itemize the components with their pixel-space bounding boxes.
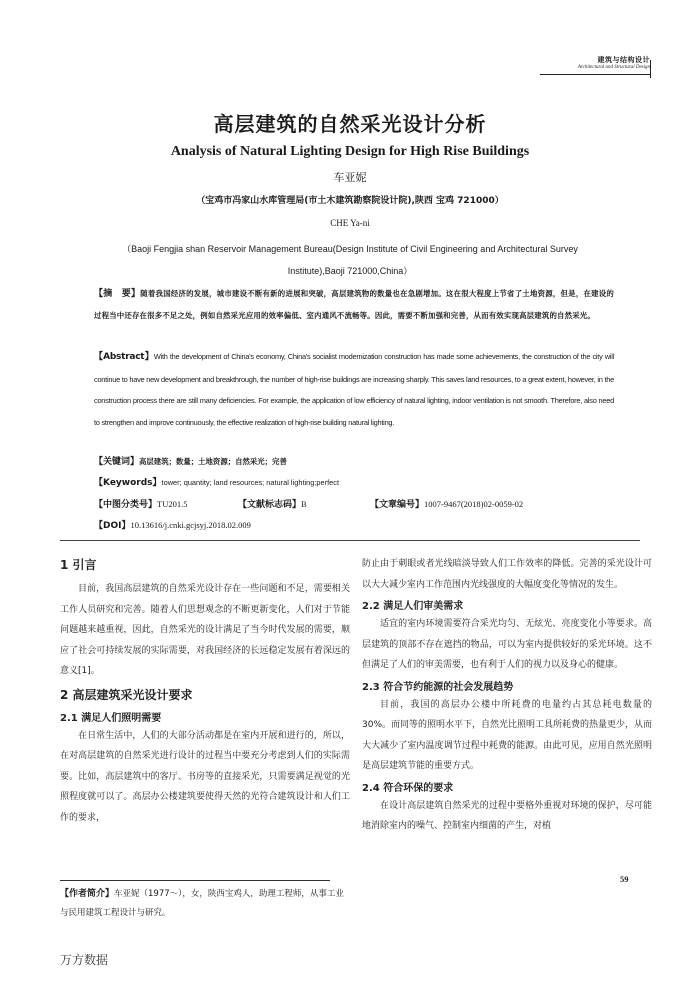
keywords-cn bbox=[94, 454, 614, 467]
author-cn: 车亚妮 bbox=[333, 171, 367, 184]
section-2-3-heading: 2.3 符合节约能源的社会发展趋势 bbox=[362, 681, 514, 693]
section-2-1-continuation: 防止由于刺眼或者光线暗淡导致人们工作效率的降低。完善的采光设计可以大大减少室内工作范围内光线强度的大幅度变化等情况的发生。 bbox=[362, 559, 652, 590]
journal-name-cn: 建筑与结构设计 bbox=[597, 56, 650, 64]
title-cn: 高层建筑的自然采光设计分析 bbox=[213, 112, 487, 136]
section-2-2-heading: 2.2 满足人们审美需求 bbox=[362, 601, 464, 612]
doc-code-label: 【文献标志码】 bbox=[238, 500, 302, 510]
article-number-value: 1007-9467(2018)02-0059-02 bbox=[424, 499, 524, 509]
section-2-1-paragraph: 在日常生活中，人们的大部分活动都是在室内开展和进行的，所以，在对高层建筑的自然采光进行设计的过程当中要充分考虑到人们的实际需要。比如，高层建筑中的客厅、书房等的直接采光，只需要满足视觉的光照程度就可以了。高层办公楼建筑要使得天然的光符合建筑设计和人们工作的要求， bbox=[60, 730, 350, 823]
footnote-label: 【作者简介】 bbox=[60, 889, 115, 899]
abstract-cn-text: 随着我国经济的发展，城市建设不断有新的进展和突破，高层建筑物的数量也在急剧增加。这在很大程度上节省了土地资源，但是，在建设的过程当中还存在很多不足之处，例如自然采光应用的效率偏低、室内通风不流畅等。因此，需要不断加强和完善，从而有效实现高层建筑的自然采光。 bbox=[94, 289, 614, 320]
title-en: Analysis of Natural Lighting Design for High Rise Buildings bbox=[170, 144, 530, 159]
running-header bbox=[578, 55, 650, 70]
section-2-2-paragraph: 适宜的室内环境需要符合采光均匀、无炫光、亮度变化小等要求。高层建筑的顶部不存在遮挡的物品，可以为室内提供较好的采光环境。这不但满足了人们的审美需要，也有利于人们的视力以及身心的健康。 bbox=[362, 619, 652, 670]
page-number: 59 bbox=[620, 874, 629, 884]
doi-row bbox=[94, 518, 614, 531]
author-en: CHE Ya-ni bbox=[330, 218, 370, 228]
clc-label: 【中图分类号】 bbox=[94, 500, 158, 510]
keywords-en-label: 【Keywords】 bbox=[94, 478, 162, 488]
section-1-heading: 1 引言 bbox=[60, 558, 97, 572]
keywords-cn-text: 高层建筑；数量；土地资源；自然采光；完善 bbox=[139, 457, 287, 466]
section-1-paragraph: 目前，我国高层建筑的自然采光设计存在一些问题和不足，需要相关工作人员研究和完善。随着人们思想观念的不断更新变化，人们对于节能问题越来越重视，因此，自然采光的设计满足了当今时代发展的需要，顺应了社会可持续发展的实际需要，对我国经济的长远稳定发展有着深远的意义[1]。 bbox=[60, 584, 350, 676]
header-rule bbox=[540, 74, 650, 75]
section-divider bbox=[60, 540, 640, 541]
doi-label: 【DOI】 bbox=[94, 521, 131, 531]
author-footnote bbox=[60, 885, 350, 923]
keywords-cn-label: 【关键词】 bbox=[94, 457, 140, 467]
abstract-en-text: With the development of China's economy, China's socialist modernization construction has made some achievements, the construction of the city will continue to have new development and breakthrough, the number of high-rise buildings are increasing sharply. This saves land resources, to a great extent, however, in the construction process there are still many deficiencies. For example, the application of low efficiency of natural lighting, indoor ventilation is not smooth. Therefore, also need to strengthen and improve continuously, the effective realization of high-rise building natural lighting. bbox=[94, 352, 614, 427]
header-bar bbox=[650, 60, 651, 78]
watermark: 万方数据 bbox=[60, 953, 109, 967]
clc-value: TU201.5 bbox=[157, 499, 188, 509]
journal-name-en: Architectural and Structural Design bbox=[577, 65, 650, 70]
doi-value: 10.13616/j.cnki.gcjsyj.2018.02.009 bbox=[130, 520, 251, 530]
right-column bbox=[362, 554, 652, 837]
affiliation-cn: （宝鸡市冯家山水库管理局(市土木建筑勘察院设计院),陕西 宝鸡 721000） bbox=[196, 196, 504, 206]
abstract-cn-label: 【摘 要】 bbox=[94, 289, 141, 299]
section-2-heading: 2 高层建筑采光设计要求 bbox=[60, 687, 193, 702]
section-2-4-paragraph: 在设计高层建筑自然采光的过程中要格外重视对环境的保护，尽可能地消除室内的噪气、控制室内细菌的产生，对植 bbox=[362, 800, 652, 831]
keywords-en bbox=[94, 475, 614, 488]
doc-code-value: B bbox=[301, 499, 307, 509]
footnote-text: 车亚妮（1977～），女，陕西宝鸡人，助理工程师，从事工业与民用建筑工程设计与研究。 bbox=[60, 889, 344, 918]
keywords-en-text: tower; quantity; land resources; natural lighting;perfect bbox=[161, 478, 340, 487]
abstract-en-label: 【Abstract】 bbox=[94, 352, 154, 362]
section-2-4-heading: 2.4 符合环保的要求 bbox=[362, 782, 454, 794]
article-number-label: 【文章编号】 bbox=[370, 500, 425, 510]
left-column bbox=[60, 556, 350, 828]
section-2-1-heading: 2.1 满足人们照明需要 bbox=[60, 712, 162, 724]
footnote-rule bbox=[60, 880, 330, 881]
abstract-en bbox=[94, 346, 614, 433]
section-2-3-paragraph: 目前，我国的高层办公楼中所耗费的电量约占其总耗电数量的 30%。而同等的照明水平下，自然光比照明工具所耗费的热量更少，从而大大减少了室内温度调节过程中耗费的能源。由此可见，应用自然光照明是高层建筑节能的重要方式。 bbox=[362, 699, 653, 771]
affiliation-en: （Baoji Fengjia shan Reservoir Management Bureau(Design Institute of Civil Engineering and Architectural Survey Institute),Baoji 721000,China） bbox=[122, 244, 578, 276]
abstract-cn bbox=[94, 283, 614, 326]
